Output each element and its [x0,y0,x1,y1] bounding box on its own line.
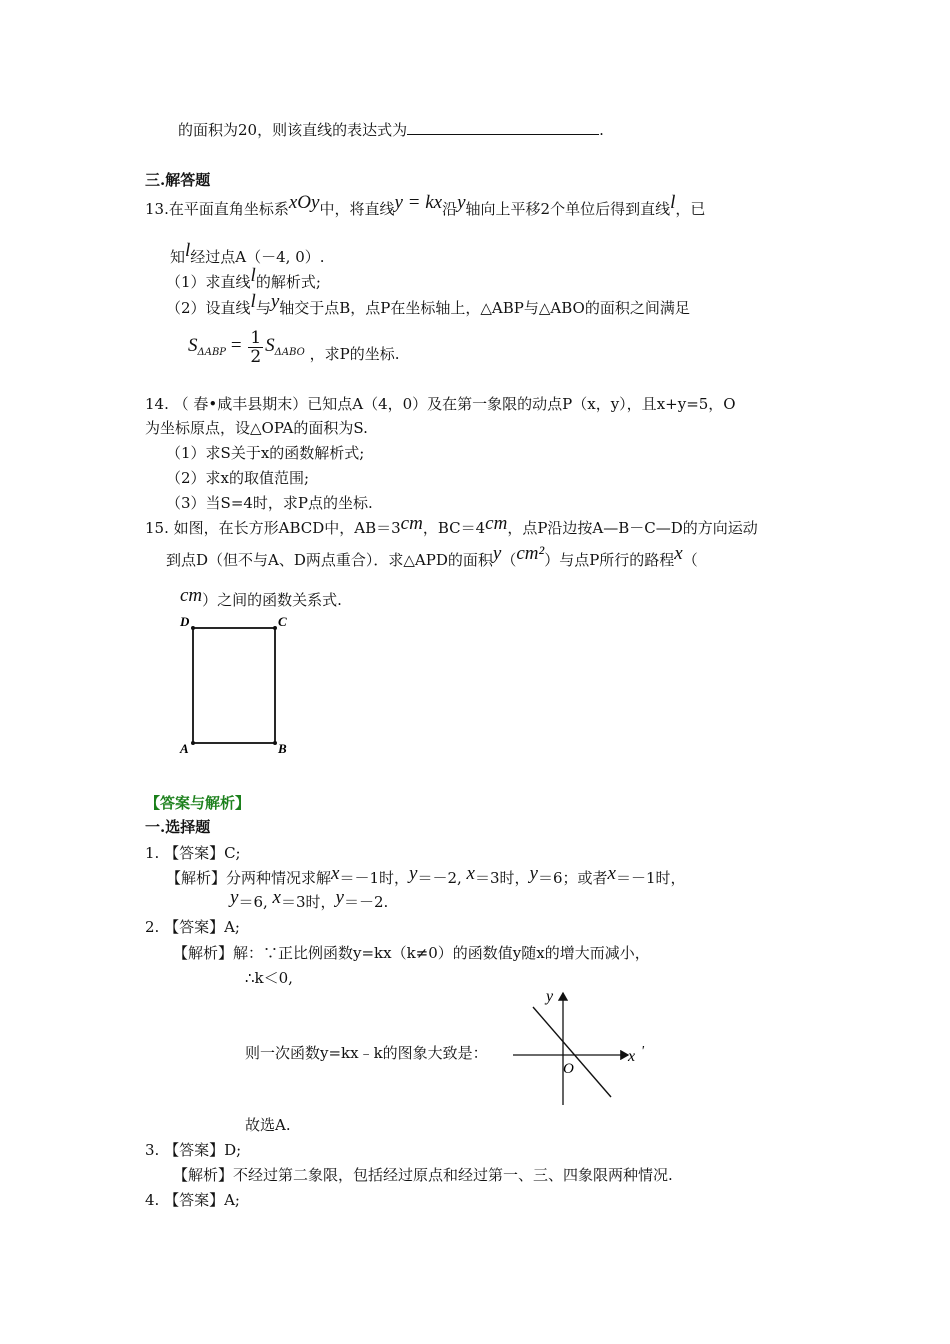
answers-heading: 【答案与解析】 [145,794,251,812]
math-x: x [607,863,616,884]
area-formula [188,326,399,370]
q13-text: 13.在平面直角坐标系 [145,200,289,218]
q13-text: 与 [255,299,271,317]
math-y: y [230,887,239,908]
q12-end: . [599,121,604,139]
math-cm2: cm² [516,543,545,564]
q15-text: （ [501,551,517,569]
q13-text: 沿 [442,200,458,218]
q13-sub2 [166,291,690,318]
math-xoy: xOy [288,192,320,213]
q15-line2 [166,543,698,570]
label-c: C [278,614,287,629]
explanation-2-line2: ∴k＜0, [245,969,293,987]
q13-sub1 [166,265,321,292]
math-y: y [457,192,466,213]
label-a: A [180,741,189,756]
math-x: x [331,863,340,884]
section-heading-3: 三.解答题 [145,171,211,189]
answer-blank [407,119,599,135]
q13-text: ，已 [675,200,706,218]
graph-origin-label: O [563,1061,574,1077]
q12-text: 的面积为20，则该直线的表达式为 [178,121,408,139]
vertex-c [273,626,277,630]
math-cm: cm [180,585,203,606]
q13-text: 经过点A（－4, 0）. [190,248,325,266]
a1-text: ＝－2, [417,869,462,887]
explanation-2-line1: 【解析】解：∵正比例函数y=kx（k≠0）的函数值y随x的增大而减小， [173,944,650,962]
math-ykx: y = kx [394,192,443,213]
explanation-2-line4: 故选A. [245,1116,291,1134]
q12-tail [178,119,604,140]
math-l: l [250,265,256,286]
q13-text: 轴交于点B，点P在坐标轴上，△ABP与△ABO的面积之间满足 [279,299,690,317]
a1-text: 【解析】分两种情况求解 [166,869,332,887]
q13-text: （1）求直线 [166,273,251,291]
answer-2: 2. 【答案】A; [145,918,240,936]
answer-1: 1. 【答案】C; [145,844,241,862]
a1-text: ＝－2. [343,893,389,911]
q15-text: （ [682,551,698,569]
math-l: l [185,240,191,261]
vertex-a [191,741,195,745]
rectangle-figure [172,612,302,762]
fraction-half [248,329,263,366]
q14-sub2: （2）求x的取值范围; [166,469,310,487]
graph-x-label: x [628,1048,636,1065]
math-subscript: ΔABO [274,347,305,358]
math-s: S [265,335,275,356]
q13-text: 轴向上平移2个单位后得到直线 [465,200,671,218]
answer-4: 4. 【答案】A; [145,1191,240,1209]
explanation-3: 【解析】不经过第二象限，包括经过原点和经过第一、三、四象限两种情况. [173,1166,673,1184]
math-y: y [529,863,538,884]
label-b: B [278,741,287,756]
rectangle-abcd [193,628,275,743]
graph-prime-mark: ' [641,1044,644,1059]
math-cm: cm [485,513,508,534]
math-subscript: ΔABP [197,347,227,358]
graph-y-label: y [546,988,554,1005]
math-l: l [670,192,676,213]
explanation-1-line1 [166,863,686,888]
q13-text: ，求P的坐标. [309,345,400,363]
q15-text: 15. 如图，在长方形ABCD中，AB＝3 [145,519,401,537]
explanation-1-line2 [230,887,389,912]
a1-text: ＝3时， [280,893,336,911]
linear-function-graph [508,985,658,1110]
function-line [533,1007,611,1097]
section-heading-1: 一.选择题 [145,818,211,836]
q13-text: 中，将直线 [319,200,395,218]
fraction-denominator: 2 [250,346,262,367]
q15-text: ）之间的函数关系式. [202,591,342,609]
math-y: y [335,887,344,908]
a1-text: ＝6, [238,893,268,911]
q13-line1 [145,192,706,219]
math-s: S [188,335,198,356]
math-equals: = [230,335,242,356]
explanation-2-line3: 则一次函数y=kx﹣k的图象大致是： [245,1044,488,1062]
q14-sub3: （3）当S=4时，求P点的坐标. [166,494,373,512]
fraction-numerator: 1 [250,327,262,348]
q15-line3 [180,585,342,610]
q14-sub1: （1）求S关于x的函数解析式; [166,444,365,462]
q13-text: 的解析式; [255,273,321,291]
q15-text: ，BC＝4 [422,519,486,537]
a1-text: ＝－1时， [615,869,686,887]
math-x: x [674,543,683,564]
q15-text: ，点P沿边按A—B－C—D的方向运动 [507,519,758,537]
q15-text: ）与点P所行的路程 [544,551,675,569]
math-x: x [272,887,281,908]
q13-text: （2）设直线 [166,299,251,317]
answer-3: 3. 【答案】D; [145,1141,242,1159]
q14-line1: 14. （ 春•咸丰县期末）已知点A（4，0）及在第一象限的动点P（x，y），且x+y=5，O [145,395,736,413]
math-y: y [492,543,502,564]
vertex-b [273,741,277,745]
math-cm: cm [400,513,423,534]
vertex-d [191,626,195,630]
q15-line1 [145,513,758,538]
q13-line2 [170,240,325,267]
math-x: x [466,863,475,884]
a1-text: ＝6；或者 [537,869,608,887]
a1-text: ＝3时， [474,869,530,887]
q14-line2: 为坐标原点，设△OPA的面积为S. [145,419,368,437]
math-y: y [270,291,280,312]
label-d: D [180,614,190,629]
q15-text: 到点D（但不与A、D两点重合）．求△APD的面积 [166,551,493,569]
q13-text: 知 [170,248,186,266]
math-y: y [409,863,418,884]
a1-text: ＝－1时， [339,869,409,887]
math-l: l [250,291,256,312]
